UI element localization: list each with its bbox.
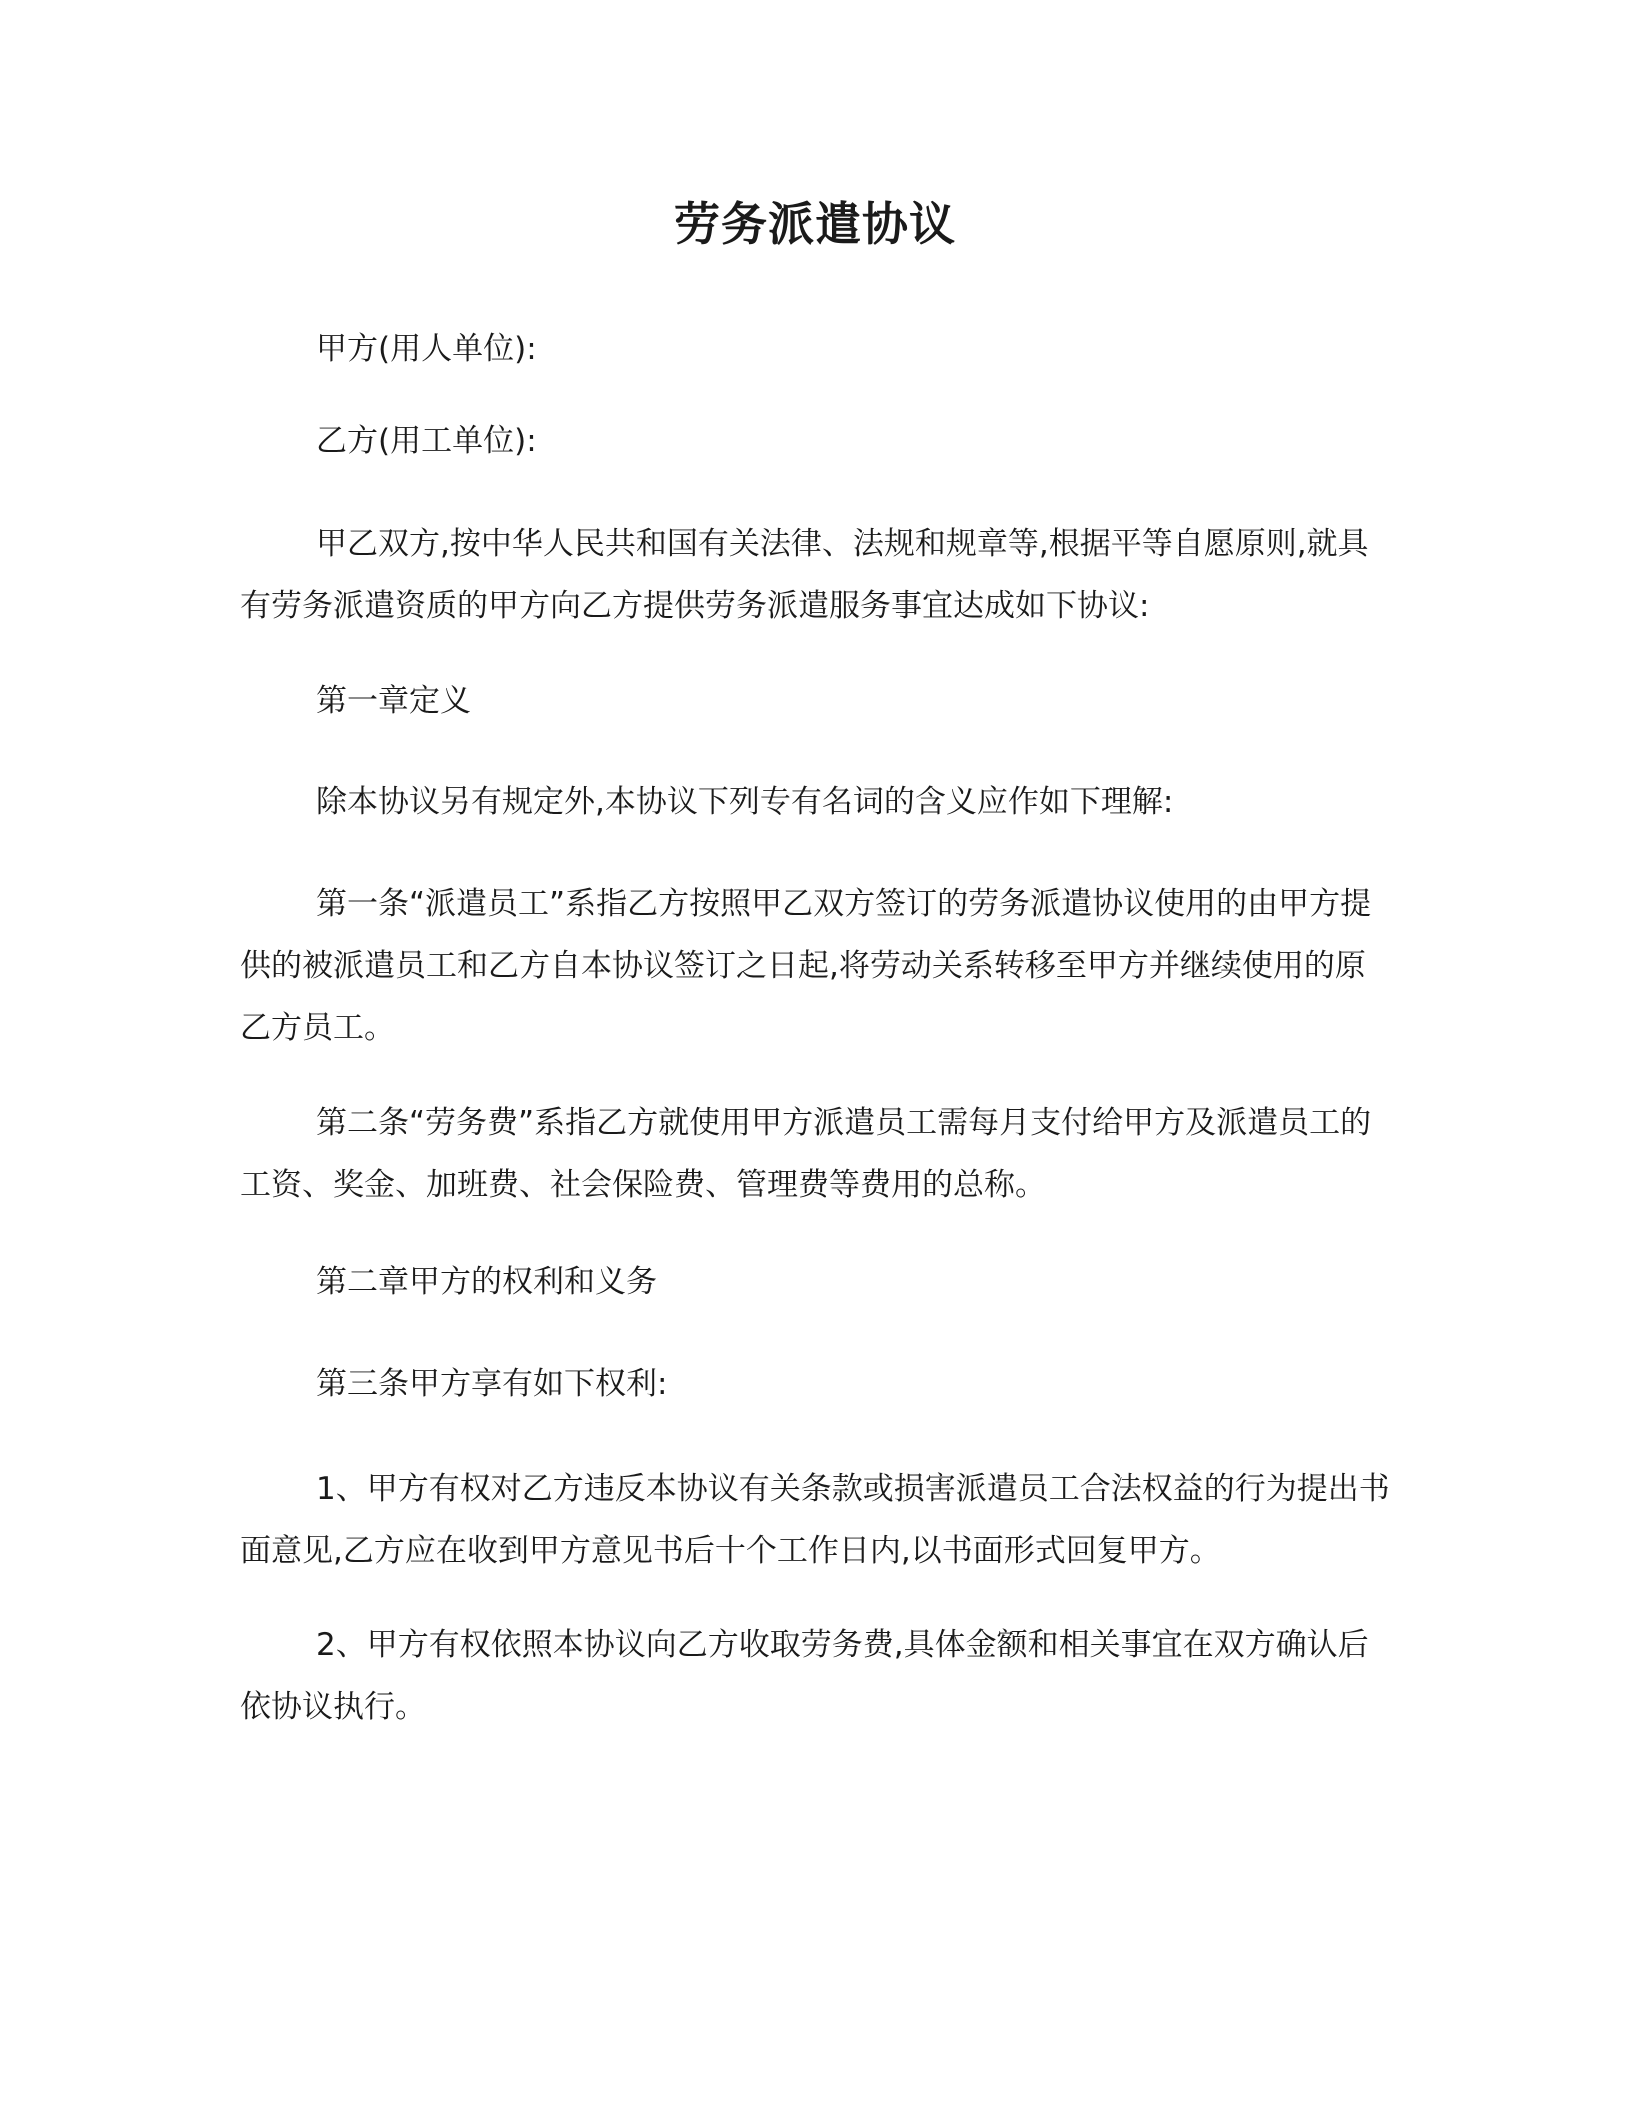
party-a-line: 甲方(用人单位): [316,331,537,367]
document-title: 劳务派遣协议 [674,197,956,251]
article-two-paragraph: 第二条“劳务费”系指乙方就使用甲方派遣员工需每月支付给甲方及派遣员工的工资、奖金、加班费、社会保险费、管理费等费用的总称。 [240,1105,1372,1203]
right-item-2: 2、甲方有权依照本协议向乙方收取劳务费,具体金额和相关事宜在双方确认后依协议执行。 [240,1627,1369,1725]
party-b-line: 乙方(用工单位): [316,423,537,459]
definitions-intro: 除本协议另有规定外,本协议下列专有名词的含义应作如下理解: [316,784,1174,820]
chapter-one-heading: 第一章定义 [316,683,471,719]
article-three-heading: 第三条甲方享有如下权利: [316,1366,668,1402]
article-one-paragraph: 第一条“派遣员工”系指乙方按照甲乙双方签订的劳务派遣协议使用的由甲方提供的被派遣员工和乙方自本协议签订之日起,将劳动关系转移至甲方并继续使用的原乙方员工。 [240,886,1372,1046]
chapter-two-heading: 第二章甲方的权利和义务 [316,1264,657,1300]
document-page [240,0,1390,2112]
right-item-1: 1、甲方有权对乙方违反本协议有关条款或损害派遣员工合法权益的行为提出书面意见,乙方应在收到甲方意见书后十个工作日内,以书面形式回复甲方。 [240,1471,1390,1569]
preamble-paragraph: 甲乙双方,按中华人民共和国有关法律、法规和规章等,根据平等自愿原则,就具有劳务派遣资质的甲方向乙方提供劳务派遣服务事宜达成如下协议: [240,526,1369,624]
